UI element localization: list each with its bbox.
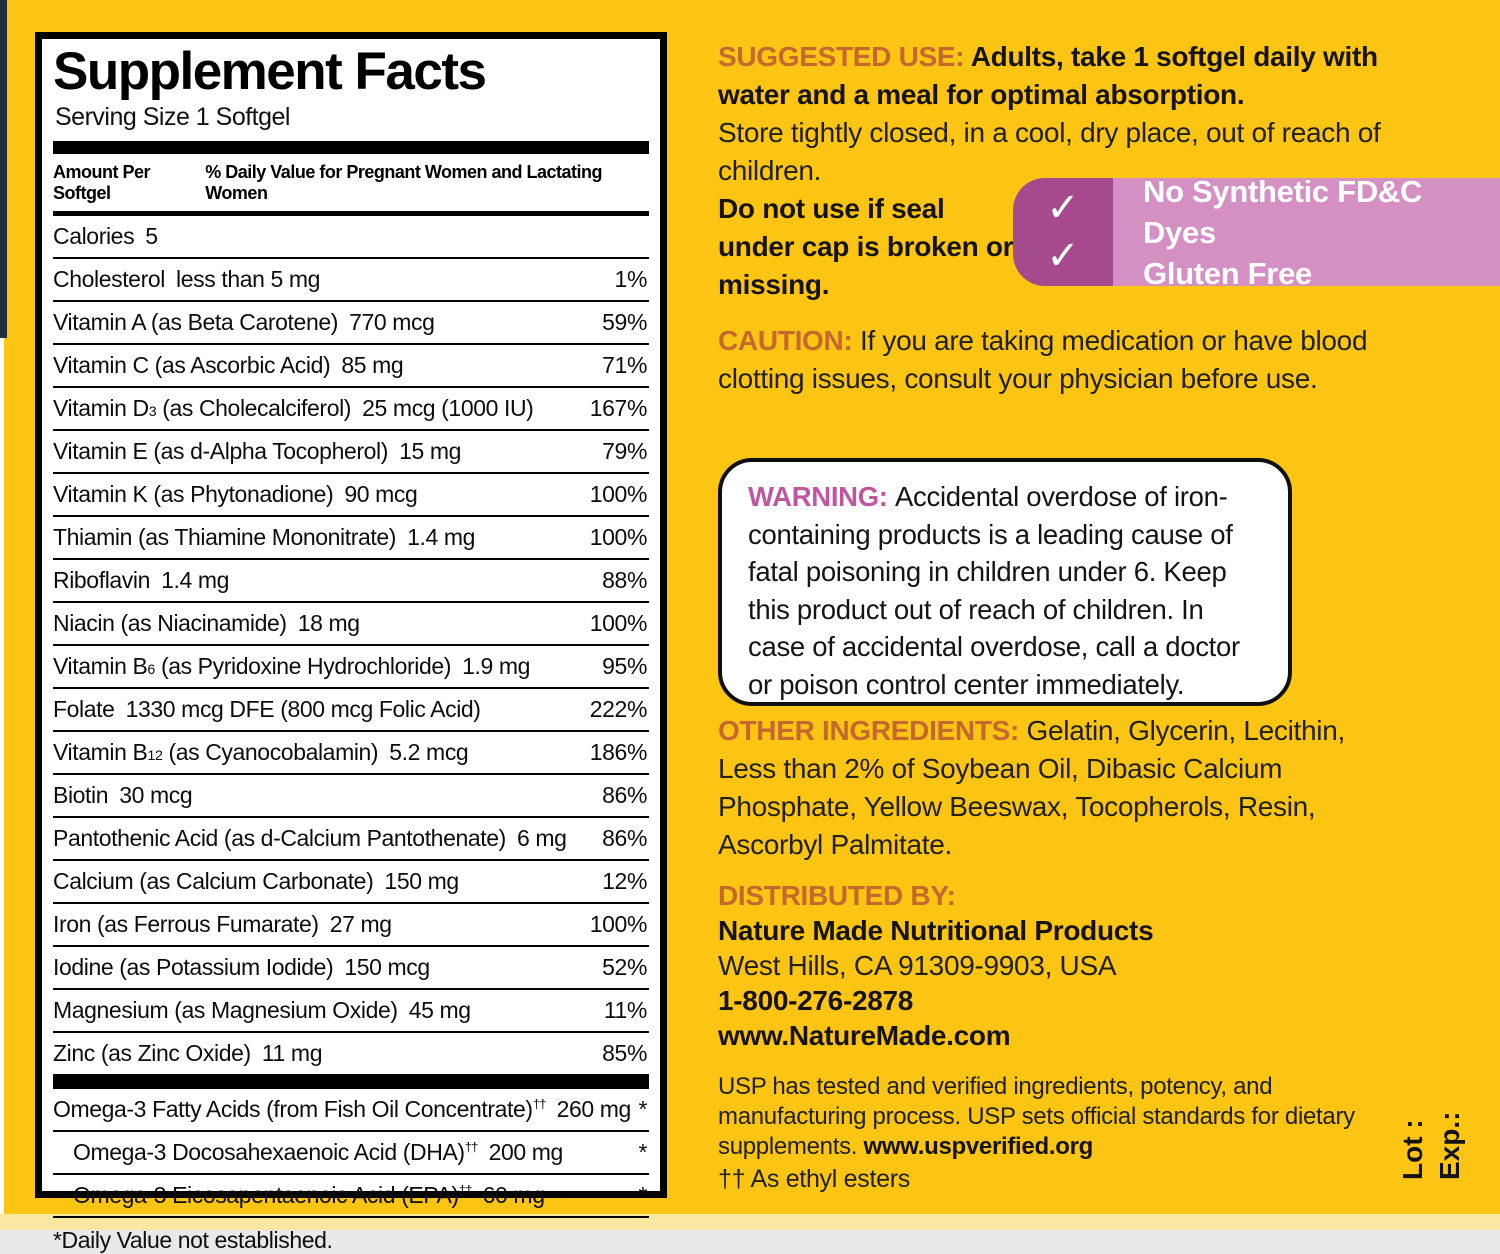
table-row [53,302,649,345]
daily-value: 1% [614,265,647,292]
daily-value: 59% [602,308,647,335]
nutrient-name: Vitamin E (as d-Alpha Tocopherol) 15 mg [53,437,461,464]
table-row [53,474,649,517]
usp-link: www.uspverified.org [863,1133,1093,1160]
nutrient-name: Omega-3 Eicosapentaenoic Acid (EPA)†† 60 mg [73,1181,545,1208]
table-row [53,517,649,560]
suggested-use-label: SUGGESTED USE: [718,41,971,72]
distributor-address: West Hills, CA 91309-9903, USA [718,950,1117,981]
nutrient-rows [53,216,649,1218]
nutrient-name: Magnesium (as Magnesium Oxide) 45 mg [53,996,471,1023]
other-ingredients-text: Gelatin, Glycerin, Lecithin, Less than 2% of Soybean Oil, Dibasic Calcium Phosphate, Yellow Beeswax, Tocopherols, Resin, Ascorbyl Palmitate. [718,715,1345,860]
nutrient-name: Thiamin (as Thiamine Mononitrate) 1.4 mg [53,523,476,550]
table-row [53,818,649,861]
table-row [53,345,649,388]
daily-value: 167% [589,394,647,421]
daily-value: 52% [602,953,647,980]
nutrient-name: Cholesterol less than 5 mg [53,265,321,292]
table-row [53,646,649,689]
daily-value: 11% [603,996,647,1023]
nutrient-name: Vitamin A (as Beta Carotene) 770 mcg [53,308,435,335]
claim-gluten-free: Gluten Free [1143,255,1312,291]
check-icon: ✓ [1046,186,1080,230]
left-edge-white-strip [0,338,4,1214]
nutrient-name: Vitamin K (as Phytonadione) 90 mcg [53,480,418,507]
daily-value: 100% [589,523,647,550]
serving-size: Serving Size 1 Softgel [55,102,290,131]
daily-value: * [638,1095,647,1122]
header-daily-value: % Daily Value for Pregnant Women and Lactating Women [205,161,603,203]
distributor-section [718,878,1383,1053]
table-row [53,732,649,775]
usp-text: USP has tested and verified ingredients, potency, and manufacturing process. USP sets official standards for dietary supplements. [718,1073,1355,1160]
other-ingredients-label: OTHER INGREDIENTS: [718,715,1027,746]
table-header [53,154,649,211]
nutrient-name: Vitamin B12 (as Cyanocobalamin) 5.2 mcg [53,738,469,765]
lot-label: Lot : [1397,1119,1428,1180]
seal-warning-text: Do not use if seal under cap is broken or missing. [718,193,1014,300]
daily-value: 100% [589,910,647,937]
daily-value: 79% [602,437,647,464]
nutrient-name: Vitamin B6 (as Pyridoxine Hydrochloride) 1.9 mg [53,652,531,679]
left-edge-dark-bar [0,0,7,338]
daily-value: 222% [589,695,647,722]
nutrient-name: Niacin (as Niacinamide) 18 mg [53,609,360,636]
nutrient-name: Vitamin C (as Ascorbic Acid) 85 mg [53,351,404,378]
distributor-name: Nature Made Nutritional Products [718,915,1154,946]
daily-value: 100% [589,480,647,507]
panel-title: Supplement Facts [53,42,486,101]
table-row [53,431,649,474]
warning-label: WARNING: [748,481,896,512]
nutrient-name: Omega-3 Docosahexaenoic Acid (DHA)†† 200 mg [73,1138,563,1165]
divider-thick [53,1076,649,1089]
claim-no-dyes: No Synthetic FD&C Dyes [1143,173,1423,250]
table-row [53,775,649,818]
nutrient-name: Calories 5 [53,222,158,249]
other-ingredients-section [718,712,1383,864]
daily-value: 71% [602,351,647,378]
badge-checkmark-panel [1013,178,1113,286]
daily-value: 86% [602,824,647,851]
nutrient-name: Biotin 30 mcg [53,781,193,808]
badge-claims [1113,173,1500,291]
daily-value: 88% [602,566,647,593]
daily-value: 86% [602,781,647,808]
table-row [53,603,649,646]
website: www.NatureMade.com [718,1020,1011,1051]
exp-label: Exp.: [1434,1111,1465,1180]
nutrient-name: Riboflavin 1.4 mg [53,566,230,593]
nutrient-name: Iron (as Ferrous Fumarate) 27 mg [53,910,392,937]
suggested-use-bold: Adults, take 1 softgel daily with water and a meal for optimal absorption. [718,41,1378,110]
supplement-facts-panel [35,32,667,1253]
daily-value: * [638,1181,647,1208]
table-row [53,259,649,302]
warning-text: Accidental overdose of iron-containing products is a leading cause of fatal poisoning in children under 6. Keep this product out of reach of children. In case of accidental overdose, call a doctor or poison control center immediately. [748,481,1240,700]
usp-note [718,1072,1376,1162]
nutrient-name: Iodine (as Potassium Iodide) 150 mcg [53,953,430,980]
table-row [53,560,649,603]
daily-value: 95% [602,652,647,679]
table-row [53,1033,649,1076]
table-row [53,947,649,990]
storage-text: Store tightly closed, in a cool, dry place, out of reach of children. [718,117,1381,186]
table-row [53,861,649,904]
table-row [53,689,649,732]
daily-value: * [638,1138,647,1165]
daily-value-footnote: *Daily Value not established. [53,1226,333,1253]
table-row [53,904,649,947]
ethyl-esters-footnote: †† As ethyl esters [718,1165,910,1193]
nutrient-name: Vitamin D3 (as Cholecalciferol) 25 mcg (1000 IU) [53,394,534,421]
daily-value: 85% [602,1039,647,1066]
header-amount: Amount Per Softgel [53,161,151,203]
table-row [53,1132,649,1175]
table-row [53,216,649,259]
divider-thick [53,141,649,154]
claims-badge [1013,173,1500,291]
table-row [53,1089,649,1132]
daily-value: 100% [589,609,647,636]
caution-text: If you are taking medication or have blood clotting issues, consult your physician before use. [718,325,1368,394]
table-row [53,990,649,1033]
phone-number: 1-800-276-2878 [718,985,914,1016]
table-row [53,1175,649,1218]
caution-label: CAUTION: [718,325,860,356]
lot-exp-area [1394,1076,1474,1180]
daily-value: 186% [589,738,647,765]
nutrient-name: Folate 1330 mcg DFE (800 mcg Folic Acid) [53,695,481,722]
daily-value: 12% [602,867,647,894]
caution-section [718,322,1383,398]
table-row [53,388,649,431]
nutrient-name: Pantothenic Acid (as d-Calcium Pantothenate) 6 mg [53,824,567,851]
iron-warning-box [718,458,1292,706]
nutrient-name: Zinc (as Zinc Oxide) 11 mg [53,1039,323,1066]
nutrient-name: Omega-3 Fatty Acids (from Fish Oil Concentrate)†† 260 mg [53,1095,631,1122]
check-icon: ✓ [1046,234,1080,278]
distributed-by-label: DISTRIBUTED BY: [718,880,956,911]
nutrient-name: Calcium (as Calcium Carbonate) 150 mg [53,867,459,894]
